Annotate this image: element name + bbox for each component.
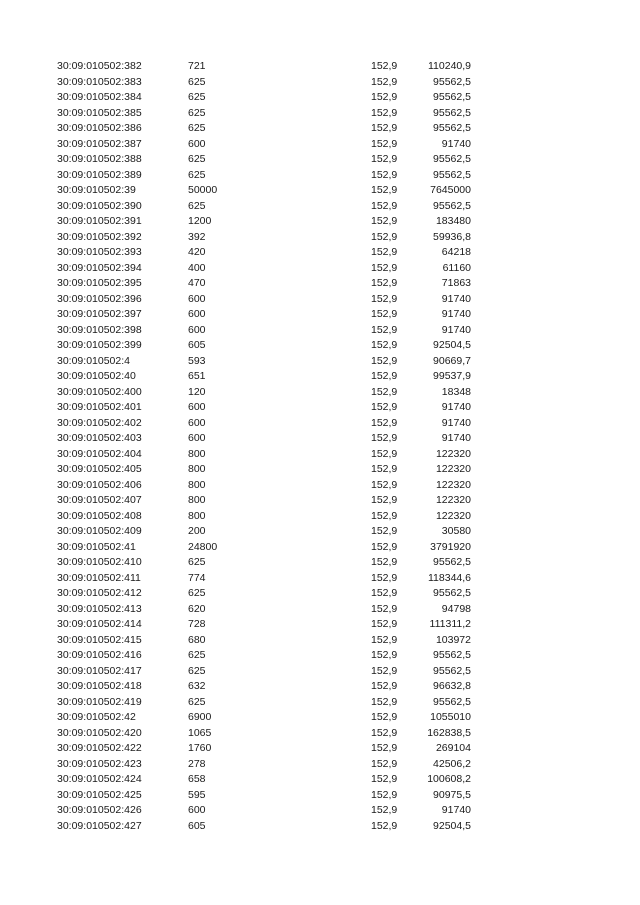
rate-cell: 152,9 [371, 695, 398, 708]
cadastral-value-cell: 92504,5 [433, 819, 471, 832]
rate-cell: 152,9 [371, 525, 398, 537]
rate-cell: 152,9 [371, 664, 398, 677]
table-row [0, 400, 640, 416]
cadastral-number-cell: 30:09:010502:406 [57, 478, 142, 491]
area-cell: 625 [188, 649, 206, 661]
cadastral-number-cell: 30:09:010502:422 [57, 742, 142, 754]
rate-cell: 152,9 [371, 540, 398, 553]
cadastral-number-cell: 30:09:010502:394 [57, 261, 142, 274]
cadastral-number-cell: 30:09:010502:4 [57, 354, 130, 367]
area-cell: 600 [188, 137, 206, 150]
rate-cell: 152,9 [371, 757, 398, 770]
cadastral-number-cell: 30:09:010502:424 [57, 773, 142, 785]
cadastral-value-cell: 100608,2 [427, 773, 471, 785]
area-cell: 800 [188, 463, 206, 475]
table-row [0, 571, 640, 587]
table-row [0, 741, 640, 757]
cadastral-value-cell: 95562,5 [433, 556, 471, 568]
area-cell: 800 [188, 478, 206, 491]
area-cell: 632 [188, 680, 206, 692]
area-cell: 800 [188, 447, 206, 460]
rate-cell: 152,9 [371, 277, 398, 289]
cadastral-number-cell: 30:09:010502:393 [57, 246, 142, 258]
rate-cell: 152,9 [371, 401, 398, 413]
table-row [0, 385, 640, 401]
table-row [0, 509, 640, 525]
cadastral-number-cell: 30:09:010502:42 [57, 711, 136, 723]
cadastral-number-cell: 30:09:010502:385 [57, 106, 142, 119]
table-row [0, 338, 640, 354]
cadastral-value-cell: 91740 [441, 416, 471, 429]
area-cell: 625 [188, 168, 206, 181]
rate-cell: 152,9 [371, 60, 398, 72]
table-row [0, 447, 640, 463]
rate-cell: 152,9 [371, 339, 398, 351]
table-row [0, 292, 640, 308]
area-cell: 625 [188, 664, 206, 677]
area-cell: 1760 [188, 742, 212, 754]
area-cell: 50000 [188, 184, 218, 196]
cadastral-value-cell: 90669,7 [433, 354, 471, 367]
cadastral-number-cell: 30:09:010502:415 [57, 633, 142, 646]
area-cell: 625 [188, 199, 206, 212]
table-row [0, 369, 640, 385]
cadastral-value-cell: 122320 [435, 509, 471, 522]
cadastral-value-cell: 7645000 [430, 184, 471, 196]
cadastral-value-cell: 95562,5 [433, 75, 471, 88]
cadastral-value-cell: 95562,5 [433, 106, 471, 119]
area-cell: 600 [188, 804, 206, 816]
rate-cell: 152,9 [371, 215, 398, 227]
area-cell: 593 [188, 354, 206, 367]
cadastral-value-cell: 91740 [441, 323, 471, 336]
cadastral-value-cell: 95562,5 [433, 587, 471, 599]
rate-cell: 152,9 [371, 680, 398, 692]
rate-cell: 152,9 [371, 292, 398, 305]
cadastral-number-cell: 30:09:010502:425 [57, 788, 142, 801]
cadastral-number-cell: 30:09:010502:404 [57, 447, 142, 460]
table-row [0, 183, 640, 199]
rate-cell: 152,9 [371, 106, 398, 119]
rate-cell: 152,9 [371, 773, 398, 785]
area-cell: 625 [188, 91, 206, 103]
area-cell: 680 [188, 633, 206, 646]
cadastral-value-cell: 30580 [441, 525, 471, 537]
cadastral-value-cell: 92504,5 [433, 339, 471, 351]
cadastral-number-cell: 30:09:010502:408 [57, 509, 142, 522]
rate-cell: 152,9 [371, 711, 398, 723]
cadastral-number-cell: 30:09:010502:389 [57, 168, 142, 181]
cadastral-value-cell: 269104 [435, 742, 471, 754]
area-cell: 1200 [188, 215, 212, 227]
cadastral-number-cell: 30:09:010502:409 [57, 525, 142, 537]
area-cell: 625 [188, 122, 206, 134]
area-cell: 470 [188, 277, 206, 289]
rate-cell: 152,9 [371, 819, 398, 832]
cadastral-value-cell: 96632,8 [433, 680, 471, 692]
table-row [0, 276, 640, 292]
cadastral-number-cell: 30:09:010502:384 [57, 91, 142, 103]
cadastral-number-cell: 30:09:010502:411 [57, 571, 141, 584]
table-row [0, 245, 640, 261]
cadastral-number-cell: 30:09:010502:41 [57, 540, 136, 553]
cadastral-value-cell: 64218 [441, 246, 471, 258]
cadastral-number-cell: 30:09:010502:396 [57, 292, 142, 305]
rate-cell: 152,9 [371, 168, 398, 181]
cadastral-value-cell: 95562,5 [433, 664, 471, 677]
cadastral-number-cell: 30:09:010502:398 [57, 323, 142, 336]
table-row [0, 323, 640, 339]
cadastral-value-cell: 95562,5 [433, 168, 471, 181]
table-row [0, 772, 640, 788]
table-row [0, 168, 640, 184]
cadastral-value-cell: 111311,2 [429, 618, 471, 630]
cadastral-value-cell: 61160 [442, 261, 471, 274]
cadastral-number-cell: 30:09:010502:427 [57, 819, 142, 832]
rate-cell: 152,9 [371, 122, 398, 134]
table-row [0, 617, 640, 633]
cadastral-value-cell: 118344,6 [427, 571, 471, 584]
cadastral-number-cell: 30:09:010502:412 [57, 587, 142, 599]
area-cell: 600 [188, 292, 206, 305]
area-cell: 392 [188, 230, 206, 243]
area-cell: 605 [188, 339, 206, 351]
data-table [0, 59, 640, 834]
area-cell: 721 [188, 60, 206, 72]
table-row [0, 788, 640, 804]
area-cell: 600 [188, 323, 206, 336]
table-row [0, 478, 640, 494]
rate-cell: 152,9 [371, 230, 398, 243]
cadastral-value-cell: 91740 [441, 292, 471, 305]
cadastral-number-cell: 30:09:010502:392 [57, 230, 142, 243]
cadastral-value-cell: 95562,5 [433, 695, 471, 708]
cadastral-value-cell: 103972 [435, 633, 471, 646]
rate-cell: 152,9 [371, 153, 398, 165]
cadastral-value-cell: 122320 [435, 494, 471, 506]
area-cell: 625 [188, 695, 206, 708]
table-row [0, 307, 640, 323]
cadastral-number-cell: 30:09:010502:399 [57, 339, 142, 351]
rate-cell: 152,9 [371, 618, 398, 630]
cadastral-number-cell: 30:09:010502:417 [57, 664, 142, 677]
area-cell: 278 [188, 757, 206, 770]
area-cell: 6900 [188, 711, 212, 723]
cadastral-value-cell: 59936,8 [433, 230, 471, 243]
cadastral-number-cell: 30:09:010502:419 [57, 695, 142, 708]
rate-cell: 152,9 [371, 184, 398, 196]
area-cell: 625 [188, 106, 206, 119]
cadastral-value-cell: 71863 [441, 277, 471, 289]
cadastral-value-cell: 1055010 [430, 711, 471, 723]
area-cell: 800 [188, 494, 206, 506]
table-row [0, 524, 640, 540]
cadastral-number-cell: 30:09:010502:397 [57, 308, 142, 320]
rate-cell: 152,9 [371, 261, 398, 274]
table-row [0, 664, 640, 680]
area-cell: 600 [188, 308, 206, 320]
rate-cell: 152,9 [371, 447, 398, 460]
area-cell: 420 [188, 246, 206, 258]
cadastral-number-cell: 30:09:010502:391 [57, 215, 142, 227]
cadastral-value-cell: 162838,5 [427, 726, 471, 739]
cadastral-value-cell: 91740 [441, 804, 471, 816]
area-cell: 625 [188, 587, 206, 599]
table-row [0, 493, 640, 509]
rate-cell: 152,9 [371, 509, 398, 522]
cadastral-value-cell: 95562,5 [433, 199, 471, 212]
cadastral-value-cell: 90975,5 [433, 788, 471, 801]
cadastral-value-cell: 99537,9 [433, 370, 471, 382]
rate-cell: 152,9 [371, 75, 398, 88]
area-cell: 400 [188, 261, 206, 274]
table-row [0, 230, 640, 246]
table-row [0, 540, 640, 556]
rate-cell: 152,9 [371, 385, 398, 398]
table-row [0, 152, 640, 168]
cadastral-value-cell: 42506,2 [433, 757, 471, 770]
area-cell: 120 [188, 385, 206, 398]
area-cell: 625 [188, 556, 206, 568]
table-row [0, 803, 640, 819]
rate-cell: 152,9 [371, 804, 398, 816]
area-cell: 595 [188, 788, 206, 801]
rate-cell: 152,9 [371, 649, 398, 661]
cadastral-number-cell: 30:09:010502:403 [57, 432, 142, 444]
cadastral-number-cell: 30:09:010502:414 [57, 618, 142, 630]
cadastral-number-cell: 30:09:010502:390 [57, 199, 142, 212]
cadastral-value-cell: 91740 [441, 308, 471, 320]
rate-cell: 152,9 [371, 323, 398, 336]
cadastral-number-cell: 30:09:010502:420 [57, 726, 142, 739]
rate-cell: 152,9 [371, 354, 398, 367]
table-row [0, 75, 640, 91]
cadastral-value-cell: 91740 [441, 137, 471, 150]
area-cell: 600 [188, 432, 206, 444]
rate-cell: 152,9 [371, 571, 398, 584]
cadastral-value-cell: 18348 [441, 385, 471, 398]
area-cell: 774 [188, 571, 206, 584]
cadastral-number-cell: 30:09:010502:39 [57, 184, 136, 196]
cadastral-value-cell: 183480 [435, 215, 471, 227]
table-row [0, 757, 640, 773]
cadastral-number-cell: 30:09:010502:382 [57, 60, 142, 72]
rate-cell: 152,9 [371, 556, 398, 568]
rate-cell: 152,9 [371, 478, 398, 491]
table-row [0, 214, 640, 230]
cadastral-number-cell: 30:09:010502:386 [57, 122, 142, 134]
rate-cell: 152,9 [371, 602, 398, 615]
rate-cell: 152,9 [371, 246, 398, 258]
rate-cell: 152,9 [371, 416, 398, 429]
cadastral-number-cell: 30:09:010502:40 [57, 370, 136, 382]
rate-cell: 152,9 [371, 742, 398, 754]
cadastral-number-cell: 30:09:010502:401 [57, 401, 142, 413]
area-cell: 658 [188, 773, 206, 785]
table-row [0, 137, 640, 153]
table-row [0, 121, 640, 137]
table-row [0, 354, 640, 370]
table-row [0, 819, 640, 835]
area-cell: 24800 [188, 540, 218, 553]
rate-cell: 152,9 [371, 432, 398, 444]
rate-cell: 152,9 [371, 199, 398, 212]
table-row [0, 199, 640, 215]
rate-cell: 152,9 [371, 633, 398, 646]
cadastral-number-cell: 30:09:010502:410 [57, 556, 142, 568]
table-row [0, 726, 640, 742]
cadastral-value-cell: 95562,5 [433, 153, 471, 165]
table-row [0, 695, 640, 711]
area-cell: 800 [188, 509, 206, 522]
table-row [0, 555, 640, 571]
rate-cell: 152,9 [371, 494, 398, 506]
table-row [0, 648, 640, 664]
cadastral-value-cell: 122320 [435, 478, 471, 491]
rate-cell: 152,9 [371, 587, 398, 599]
table-row [0, 602, 640, 618]
cadastral-number-cell: 30:09:010502:405 [57, 463, 142, 475]
table-row [0, 59, 640, 75]
rate-cell: 152,9 [371, 788, 398, 801]
cadastral-value-cell: 94798 [441, 602, 471, 615]
area-cell: 728 [188, 618, 206, 630]
area-cell: 200 [188, 525, 206, 537]
table-row [0, 710, 640, 726]
cadastral-value-cell: 122320 [435, 447, 471, 460]
cadastral-value-cell: 122320 [435, 463, 471, 475]
cadastral-number-cell: 30:09:010502:387 [57, 137, 142, 150]
cadastral-value-cell: 95562,5 [433, 122, 471, 134]
area-cell: 620 [188, 602, 206, 615]
cadastral-value-cell: 3791920 [430, 540, 471, 553]
cadastral-value-cell: 95562,5 [433, 649, 471, 661]
table-row [0, 586, 640, 602]
area-cell: 651 [188, 370, 206, 382]
rate-cell: 152,9 [371, 726, 398, 739]
rate-cell: 152,9 [371, 308, 398, 320]
cadastral-value-cell: 95562,5 [433, 91, 471, 103]
rate-cell: 152,9 [371, 137, 398, 150]
area-cell: 625 [188, 153, 206, 165]
rate-cell: 152,9 [371, 91, 398, 103]
area-cell: 625 [188, 75, 206, 88]
table-row [0, 679, 640, 695]
cadastral-number-cell: 30:09:010502:383 [57, 75, 142, 88]
cadastral-number-cell: 30:09:010502:416 [57, 649, 142, 661]
area-cell: 605 [188, 819, 206, 832]
cadastral-value-cell: 91740 [441, 432, 471, 444]
rate-cell: 152,9 [371, 370, 398, 382]
cadastral-number-cell: 30:09:010502:400 [57, 385, 142, 398]
table-row [0, 416, 640, 432]
table-row [0, 261, 640, 277]
table-row [0, 462, 640, 478]
cadastral-number-cell: 30:09:010502:407 [57, 494, 142, 506]
area-cell: 600 [188, 401, 206, 413]
table-row [0, 106, 640, 122]
cadastral-number-cell: 30:09:010502:402 [57, 416, 142, 429]
cadastral-value-cell: 110240,9 [427, 60, 471, 72]
area-cell: 1065 [188, 726, 212, 739]
cadastral-value-cell: 91740 [441, 401, 471, 413]
table-row [0, 90, 640, 106]
table-row [0, 431, 640, 447]
cadastral-number-cell: 30:09:010502:413 [57, 602, 142, 615]
cadastral-number-cell: 30:09:010502:388 [57, 153, 142, 165]
area-cell: 600 [188, 416, 206, 429]
cadastral-number-cell: 30:09:010502:423 [57, 757, 142, 770]
table-row [0, 633, 640, 649]
cadastral-number-cell: 30:09:010502:418 [57, 680, 142, 692]
cadastral-number-cell: 30:09:010502:395 [57, 277, 142, 289]
cadastral-number-cell: 30:09:010502:426 [57, 804, 142, 816]
rate-cell: 152,9 [371, 463, 398, 475]
